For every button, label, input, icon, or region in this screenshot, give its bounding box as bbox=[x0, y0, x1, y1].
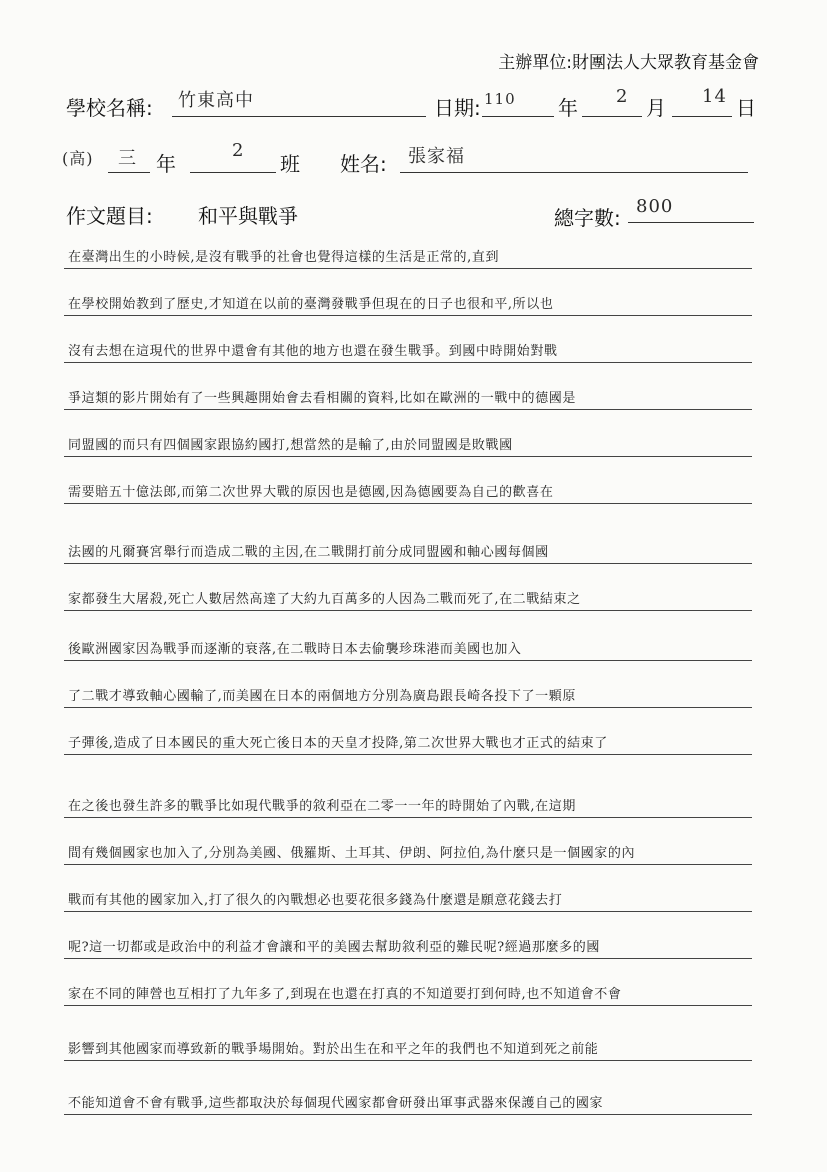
class-underline bbox=[190, 172, 276, 173]
topic-value: 和平與戰爭 bbox=[198, 204, 298, 228]
organizer-label: 主辦單位:財團法人大眾教育基金會 bbox=[498, 53, 759, 73]
wordcount-value: 800 bbox=[636, 196, 674, 217]
essay-line: 爭這類的影片開始有了一些興趣開始會去看相關的資料,比如在歐洲的一戰中的德國是 bbox=[64, 377, 752, 410]
name-label: 姓名: bbox=[340, 152, 387, 176]
class-value: 2 bbox=[232, 140, 245, 161]
name-value: 張家福 bbox=[408, 146, 465, 167]
year-underline bbox=[482, 116, 554, 117]
essay-line: 同盟國的而只有四個國家跟協約國打,想當然的是輸了,由於同盟國是敗戰國 bbox=[64, 424, 752, 457]
wordcount-label: 總字數: bbox=[554, 206, 621, 230]
year-value: 110 bbox=[484, 90, 516, 108]
essay-line: 戰而有其他的國家加入,打了很久的內戰想必也要花很多錢為什麼還是願意花錢去打 bbox=[64, 879, 752, 912]
date-label: 日期: bbox=[434, 96, 481, 120]
month-underline bbox=[582, 116, 642, 117]
year-label: 年 bbox=[558, 96, 578, 120]
month-label: 月 bbox=[646, 96, 666, 120]
essay-line: 後歐洲國家因為戰爭而逐漸的衰落,在二戰時日本去偷襲珍珠港而美國也加入 bbox=[64, 628, 752, 661]
essay-line: 了二戰才導致軸心國輸了,而美國在日本的兩個地方分別為廣島跟長崎各投下了一顆原 bbox=[64, 675, 752, 708]
month-value: 2 bbox=[616, 86, 629, 107]
essay-line: 在臺灣出生的小時候,是沒有戰爭的社會也覺得這樣的生活是正常的,直到 bbox=[64, 236, 752, 269]
essay-line: 間有幾個國家也加入了,分別為美國、俄羅斯、土耳其、伊朗、阿拉伯,為什麼只是一個國家的內 bbox=[64, 832, 752, 865]
day-label: 日 bbox=[736, 96, 756, 120]
school-underline bbox=[172, 116, 426, 117]
wordcount-underline bbox=[628, 222, 754, 223]
day-underline bbox=[672, 116, 732, 117]
essay-line: 家在不同的陣營也互相打了九年多了,到現在也還在打真的不知道要打到何時,也不知道會不會 bbox=[64, 973, 752, 1006]
school-label: 學校名稱: bbox=[66, 96, 153, 120]
essay-line: 影響到其他國家而導致新的戰爭場開始。對於出生在和平之年的我們也不知道到死之前能 bbox=[64, 1028, 752, 1061]
essay-line: 子彈後,造成了日本國民的重大死亡後日本的天皇才投降,第二次世界大戰也才正式的結束了 bbox=[64, 722, 752, 755]
grade-label: 年 bbox=[156, 152, 176, 176]
essay-line: 家都發生大屠殺,死亡人數居然高達了大約九百萬多的人因為二戰而死了,在二戰結束之 bbox=[64, 578, 752, 611]
grade-underline bbox=[108, 172, 150, 173]
essay-line: 沒有去想在這現代的世界中還會有其他的地方也還在發生戰爭。到國中時開始對戰 bbox=[64, 330, 752, 363]
essay-line: 在學校開始教到了歷史,才知道在以前的臺灣發戰爭但現在的日子也很和平,所以也 bbox=[64, 283, 752, 316]
essay-line: 法國的凡爾賽宮舉行而造成二戰的主因,在二戰開打前分成同盟國和軸心國每個國 bbox=[64, 531, 752, 564]
essay-line: 在之後也發生許多的戰爭比如現代戰爭的敘利亞在二零一一年的時開始了內戰,在這期 bbox=[64, 785, 752, 818]
class-label: 班 bbox=[280, 152, 300, 176]
grade-value: 三 bbox=[118, 148, 137, 169]
essay-line: 不能知道會不會有戰爭,這些都取決於每個現代國家都會研發出軍事武器來保護自己的國家 bbox=[64, 1082, 752, 1115]
essay-line: 需要賠五十億法郎,而第二次世界大戰的原因也是德國,因為德國要為自己的歡喜在 bbox=[64, 471, 752, 504]
day-value: 14 bbox=[702, 86, 727, 107]
school-value: 竹東高中 bbox=[178, 90, 254, 111]
grade-prefix: (高) bbox=[62, 149, 94, 168]
essay-line: 呢?這一切都或是政治中的利益才會讓和平的美國去幫助敘利亞的難民呢?經過那麼多的國 bbox=[64, 926, 752, 959]
topic-label: 作文題目: bbox=[66, 204, 153, 228]
name-underline bbox=[400, 172, 748, 173]
